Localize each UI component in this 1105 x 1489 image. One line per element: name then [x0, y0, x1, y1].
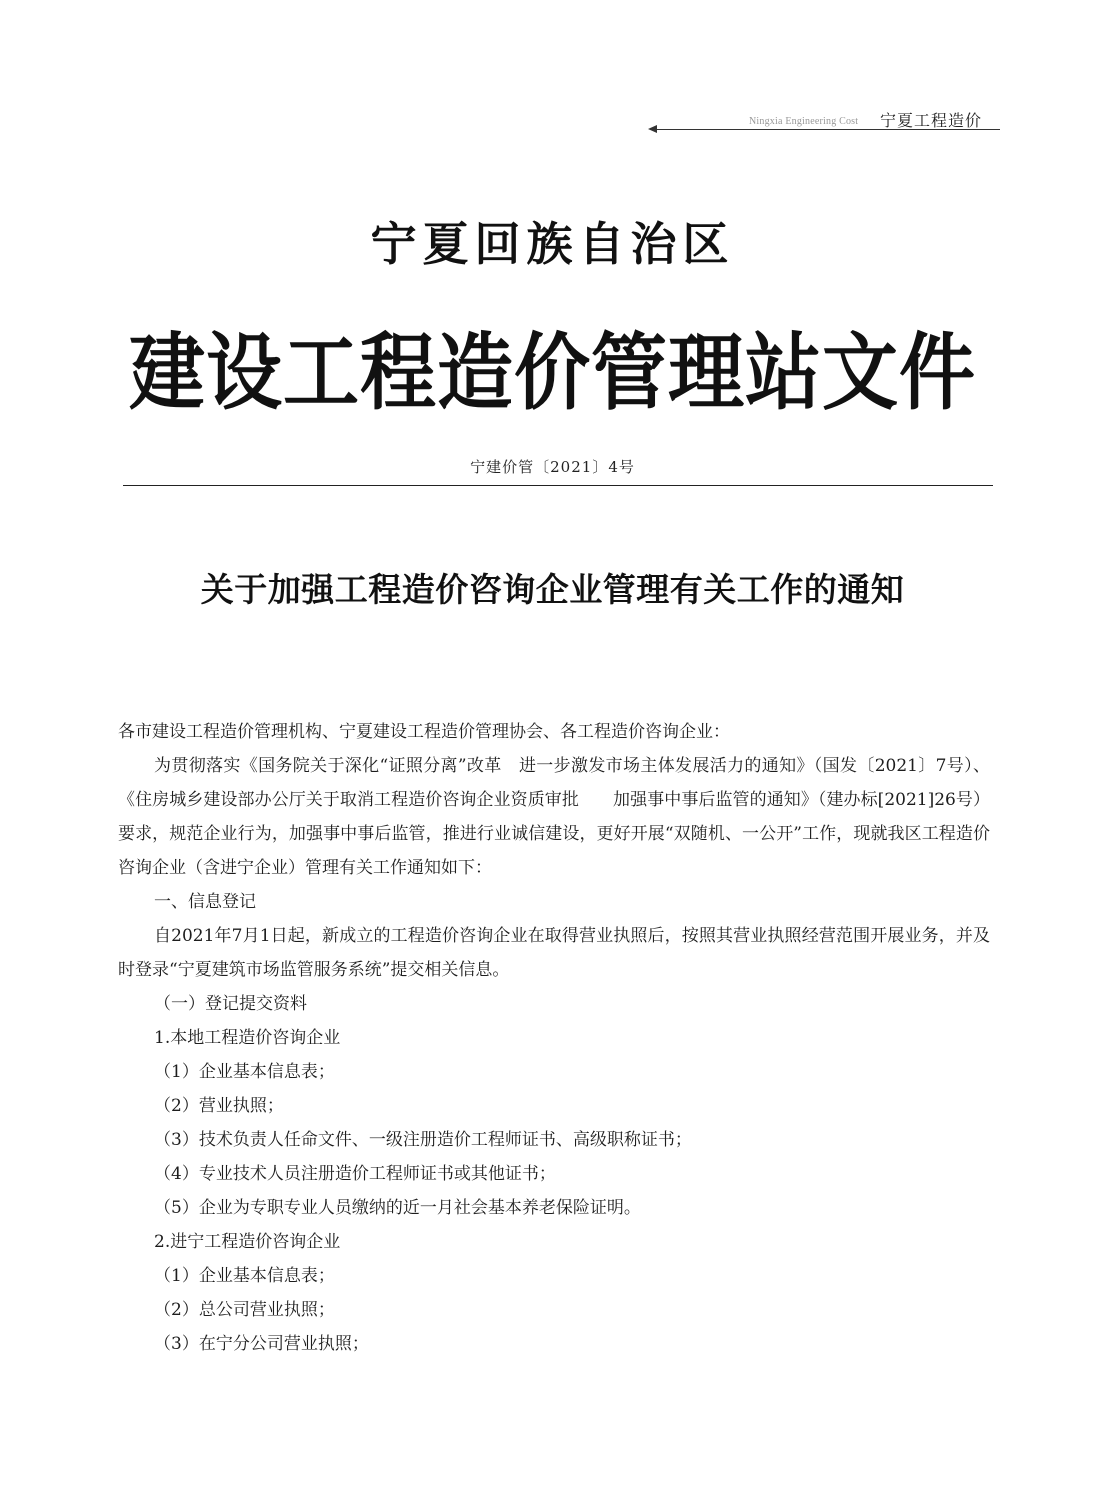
salutation: 各市建设工程造价管理机构、宁夏建设工程造价管理协会、各工程造价咨询企业：: [118, 722, 730, 742]
section-heading: 一、信息登记: [154, 892, 256, 912]
intro-paragraph: 为贯彻落实《国务院关于深化“证照分离”改革 进一步激发市场主体发展活力的通知》（国发〔2021〕7号）、《住房城乡建设部办公厅关于取消工程造价咨询企业资质审批 加强事中事后监管的通知》（建办标[2021]26号）要求，规范企业行为，加强事中事后监管，推进行业诚信建设，更好开展“双随机、一公开”工作，现就我区工程造价咨询企业（含进宁企业）管理有关工作通知如下：: [118, 756, 990, 878]
journal-name-en: Ningxia Engineering Cost: [749, 116, 859, 127]
notice-title: 关于加强工程造价咨询企业管理有关工作的通知: [200, 570, 905, 609]
journal-name-cn: 宁夏工程造价: [880, 111, 983, 130]
list-item: （2）总公司营业执照；: [154, 1300, 335, 1320]
list-item: （5）企业为专职专业人员缴纳的近一月社会基本养老保险证明。: [154, 1198, 641, 1218]
running-header: [648, 104, 1000, 132]
list-item: （4）专业技术人员注册造价工程师证书或其他证书；: [154, 1164, 556, 1184]
list-heading: 2.进宁工程造价咨询企业: [154, 1232, 341, 1252]
list-heading: 1.本地工程造价咨询企业: [154, 1028, 341, 1048]
header-divider: [123, 485, 993, 486]
list-item: （2）营业执照；: [154, 1096, 284, 1116]
list-item: （3）在宁分公司营业执照；: [154, 1334, 369, 1354]
list-item: （1）企业基本信息表；: [154, 1266, 335, 1286]
document-title: 建设工程造价管理站文件: [129, 323, 976, 422]
section-paragraph: 自2021年7月1日起，新成立的工程造价咨询企业在取得营业执照后，按照其营业执照经营范围开展业务，并及时登录“宁夏建筑市场监管服务系统”提交相关信息。: [118, 926, 990, 980]
document-issuer-region: 宁夏回族自治区: [370, 217, 735, 271]
document-number: 宁建价管〔2021〕4号: [470, 458, 635, 476]
list-item: （3）技术负责人任命文件、一级注册造价工程师证书、高级职称证书；: [154, 1130, 692, 1150]
notice-body: [118, 715, 990, 1361]
subsection-heading: （一）登记提交资料: [154, 994, 307, 1014]
list-item: （1）企业基本信息表；: [154, 1062, 335, 1082]
